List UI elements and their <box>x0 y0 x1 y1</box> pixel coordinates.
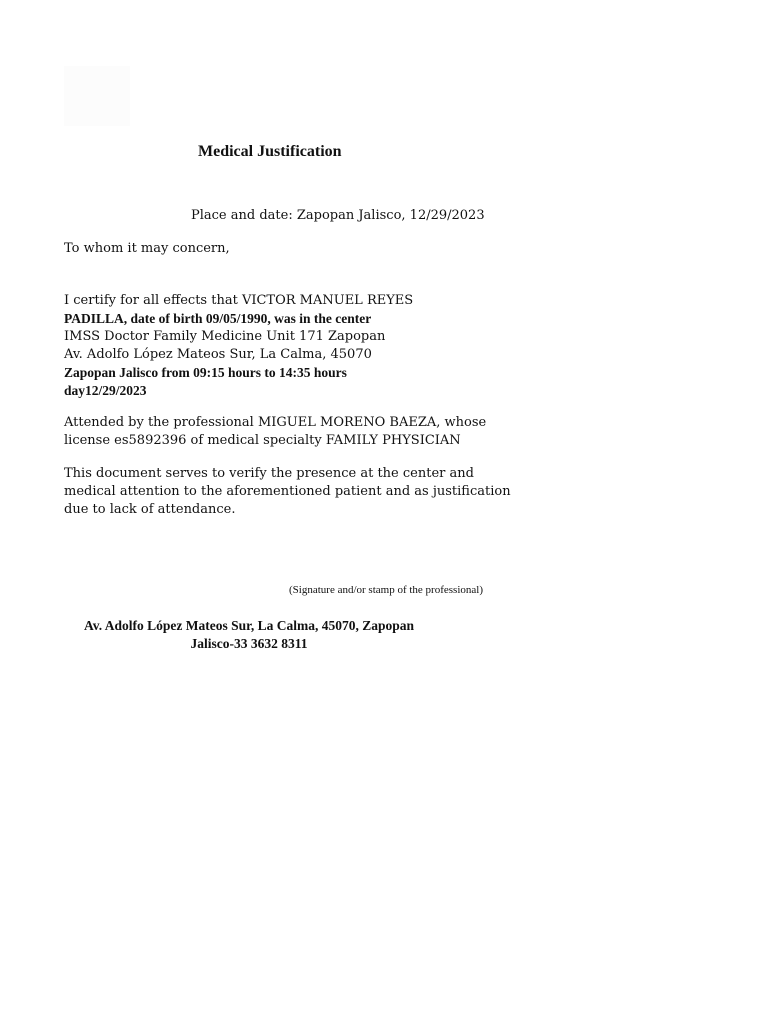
certification-line: Av. Adolfo López Mateos Sur, La Calma, 45070 <box>64 347 372 362</box>
footer-address-line: Jalisco-33 3632 8311 <box>190 636 308 651</box>
certification-line: PADILLA, date of birth 09/05/1990, was in the center <box>64 311 372 326</box>
purpose-line: medical attention to the aforementioned patient and as justification <box>64 484 511 499</box>
certification-line: IMSS Doctor Family Medicine Unit 171 Zapopan <box>64 329 386 344</box>
purpose-line: This document serves to verify the presence at the center and <box>64 466 474 481</box>
place-and-date: Place and date: Zapopan Jalisco, 12/29/2023 <box>191 208 485 223</box>
attended-by-paragraph <box>64 414 486 450</box>
logo-placeholder <box>64 66 130 126</box>
certification-paragraph <box>64 292 413 400</box>
certification-line: I certify for all effects that VICTOR MANUEL REYES <box>64 293 414 308</box>
footer-address <box>76 617 422 653</box>
attended-line: license es5892396 of medical specialty FAMILY PHYSICIAN <box>64 433 461 448</box>
certification-line: Zapopan Jalisco from 09:15 hours to 14:35 hours <box>64 365 347 380</box>
purpose-paragraph <box>64 465 511 519</box>
signature-note: (Signature and/or stamp of the professional) <box>289 584 483 596</box>
attended-line: Attended by the professional MIGUEL MORENO BAEZA, whose <box>64 415 487 430</box>
greeting: To whom it may concern, <box>64 241 230 256</box>
purpose-line: due to lack of attendance. <box>64 502 236 517</box>
certification-line: day12/29/2023 <box>64 383 147 398</box>
document-title: Medical Justification <box>198 143 342 160</box>
footer-address-line: Av. Adolfo López Mateos Sur, La Calma, 45070, Zapopan <box>83 618 415 633</box>
